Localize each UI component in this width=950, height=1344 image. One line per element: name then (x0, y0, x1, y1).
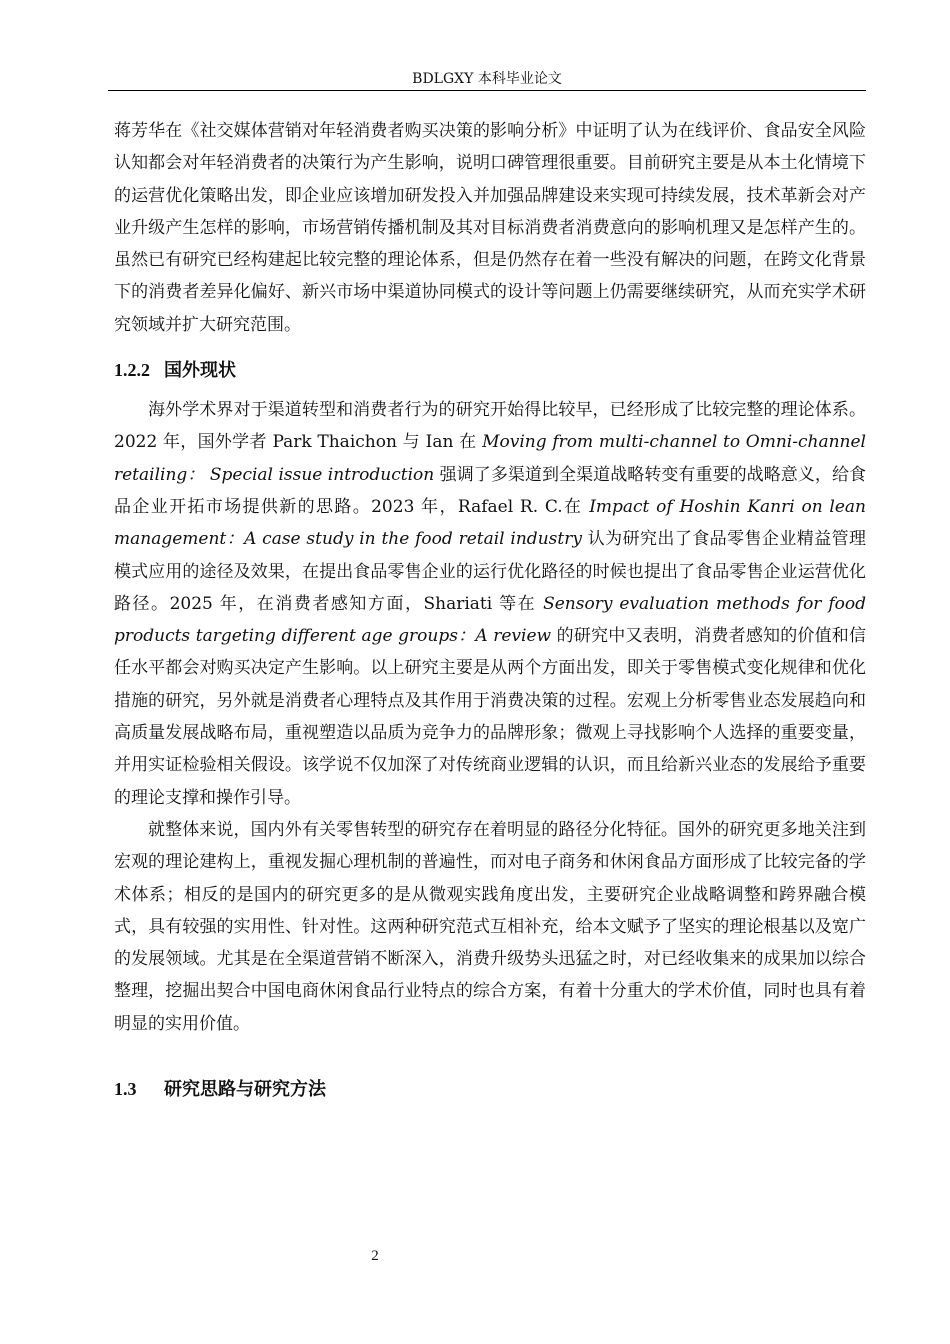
text-run: 认为研究出了食品零售企业精益管理模式应用的途径及效果，在提出食品零售企业的运行优化路径的时候也提出了食品零售企业运营优化路径。2025 年，在消费者感知方面，Shariati 等在 (114, 529, 867, 614)
text-run: 的研究中又表明，消费者感知的价值和信任水平都会对购买决定产生影响。以上研究主要是从两个方面出发，即关于零售模式变化规律和优化措施的研究，另外就是消费者心理特点及其作用于消费决策的过程。宏观上分析零售业态发展趋向和高质量发展战略布局，重视塑造以品质为竞争力的品牌形象；微观上寻找影响个人选择的重要变量，并用实证检验相关假设。该学说不仅加深了对传统商业逻辑的认识，而且给新兴业态的发展给予重要的理论支撑和操作引导。 (114, 626, 866, 808)
text-run: 强调了多渠道到全渠道战略转变有重要的战略意义，给食品企业开拓市场提供新的思路。2023 年，Rafael R. C.在 (114, 464, 866, 517)
citation-title: Impact of Hoshin Kanri on lean management：A case study in the food retail industry (114, 496, 866, 550)
paragraph-foreign-research (114, 394, 866, 814)
citation-title: Moving from multi-channel to Omni-channel retailing： Special issue introduction (114, 432, 866, 485)
section-heading-1-2-2 (114, 355, 866, 386)
page-body (114, 115, 866, 1105)
citation-title: Sensory evaluation methods for food products targeting different age groups：A review (114, 593, 866, 647)
paragraph-domestic-summary: 蒋芳华在《社交媒体营销对年轻消费者购买决策的影响分析》中证明了认为在线评价、食品安全风险认知都会对年轻消费者的决策行为产生影响，说明口碑管理很重要。目前研究主要是从本土化情境下的运营优化策略出发，即企业应该增加研发投入并加强品牌建设来实现可持续发展，技术革新会对产业升级产生怎样的影响，市场营销传播机制及其对目标消费者消费意向的影响机理又是怎样产生的。虽然已有研究已经构建起比较完整的理论体系，但是仍然存在着一些没有解决的问题，在跨文化背景下的消费者差异化偏好、新兴市场中渠道协同模式的设计等问题上仍需要继续研究，从而充实学术研究领域并扩大研究范围。 (114, 121, 866, 335)
section-title: 国外现状 (164, 360, 236, 382)
section-number: 1.2.2 (114, 360, 150, 381)
page-number: 2 (371, 1248, 379, 1264)
header-rule (108, 90, 866, 91)
running-header: BDLGXY 本科毕业论文 (412, 71, 562, 87)
text-run: 海外学术界对于渠道转型和消费者行为的研究开始得比较早，已经形成了比较完整的理论体系。2022 年，国外学者 Park Thaichon 与 Ian 在 (114, 400, 866, 453)
section-heading-1-3 (114, 1074, 866, 1105)
section-title: 研究思路与研究方法 (164, 1079, 326, 1101)
section-number: 1.3 (114, 1079, 137, 1100)
paragraph-overall-summary: 就整体来说，国内外有关零售转型的研究存在着明显的路径分化特征。国外的研究更多地关注到宏观的理论建构上，重视发掘心理机制的普遍性，而对电子商务和休闲食品方面形成了比较完备的学术体系；相反的是国内的研究更多的是从微观实践角度出发，主要研究企业战略调整和跨界融合模式，具有较强的实用性、针对性。这两种研究范式互相补充，给本文赋予了坚实的理论根基以及宽广的发展领域。尤其是在全渠道营销不断深入，消费升级势头迅猛之时，对已经收集来的成果加以综合整理，挖掘出契合中国电商休闲食品行业特点的综合方案，有着十分重大的学术价值，同时也具有着明显的实用价值。 (114, 819, 866, 1034)
